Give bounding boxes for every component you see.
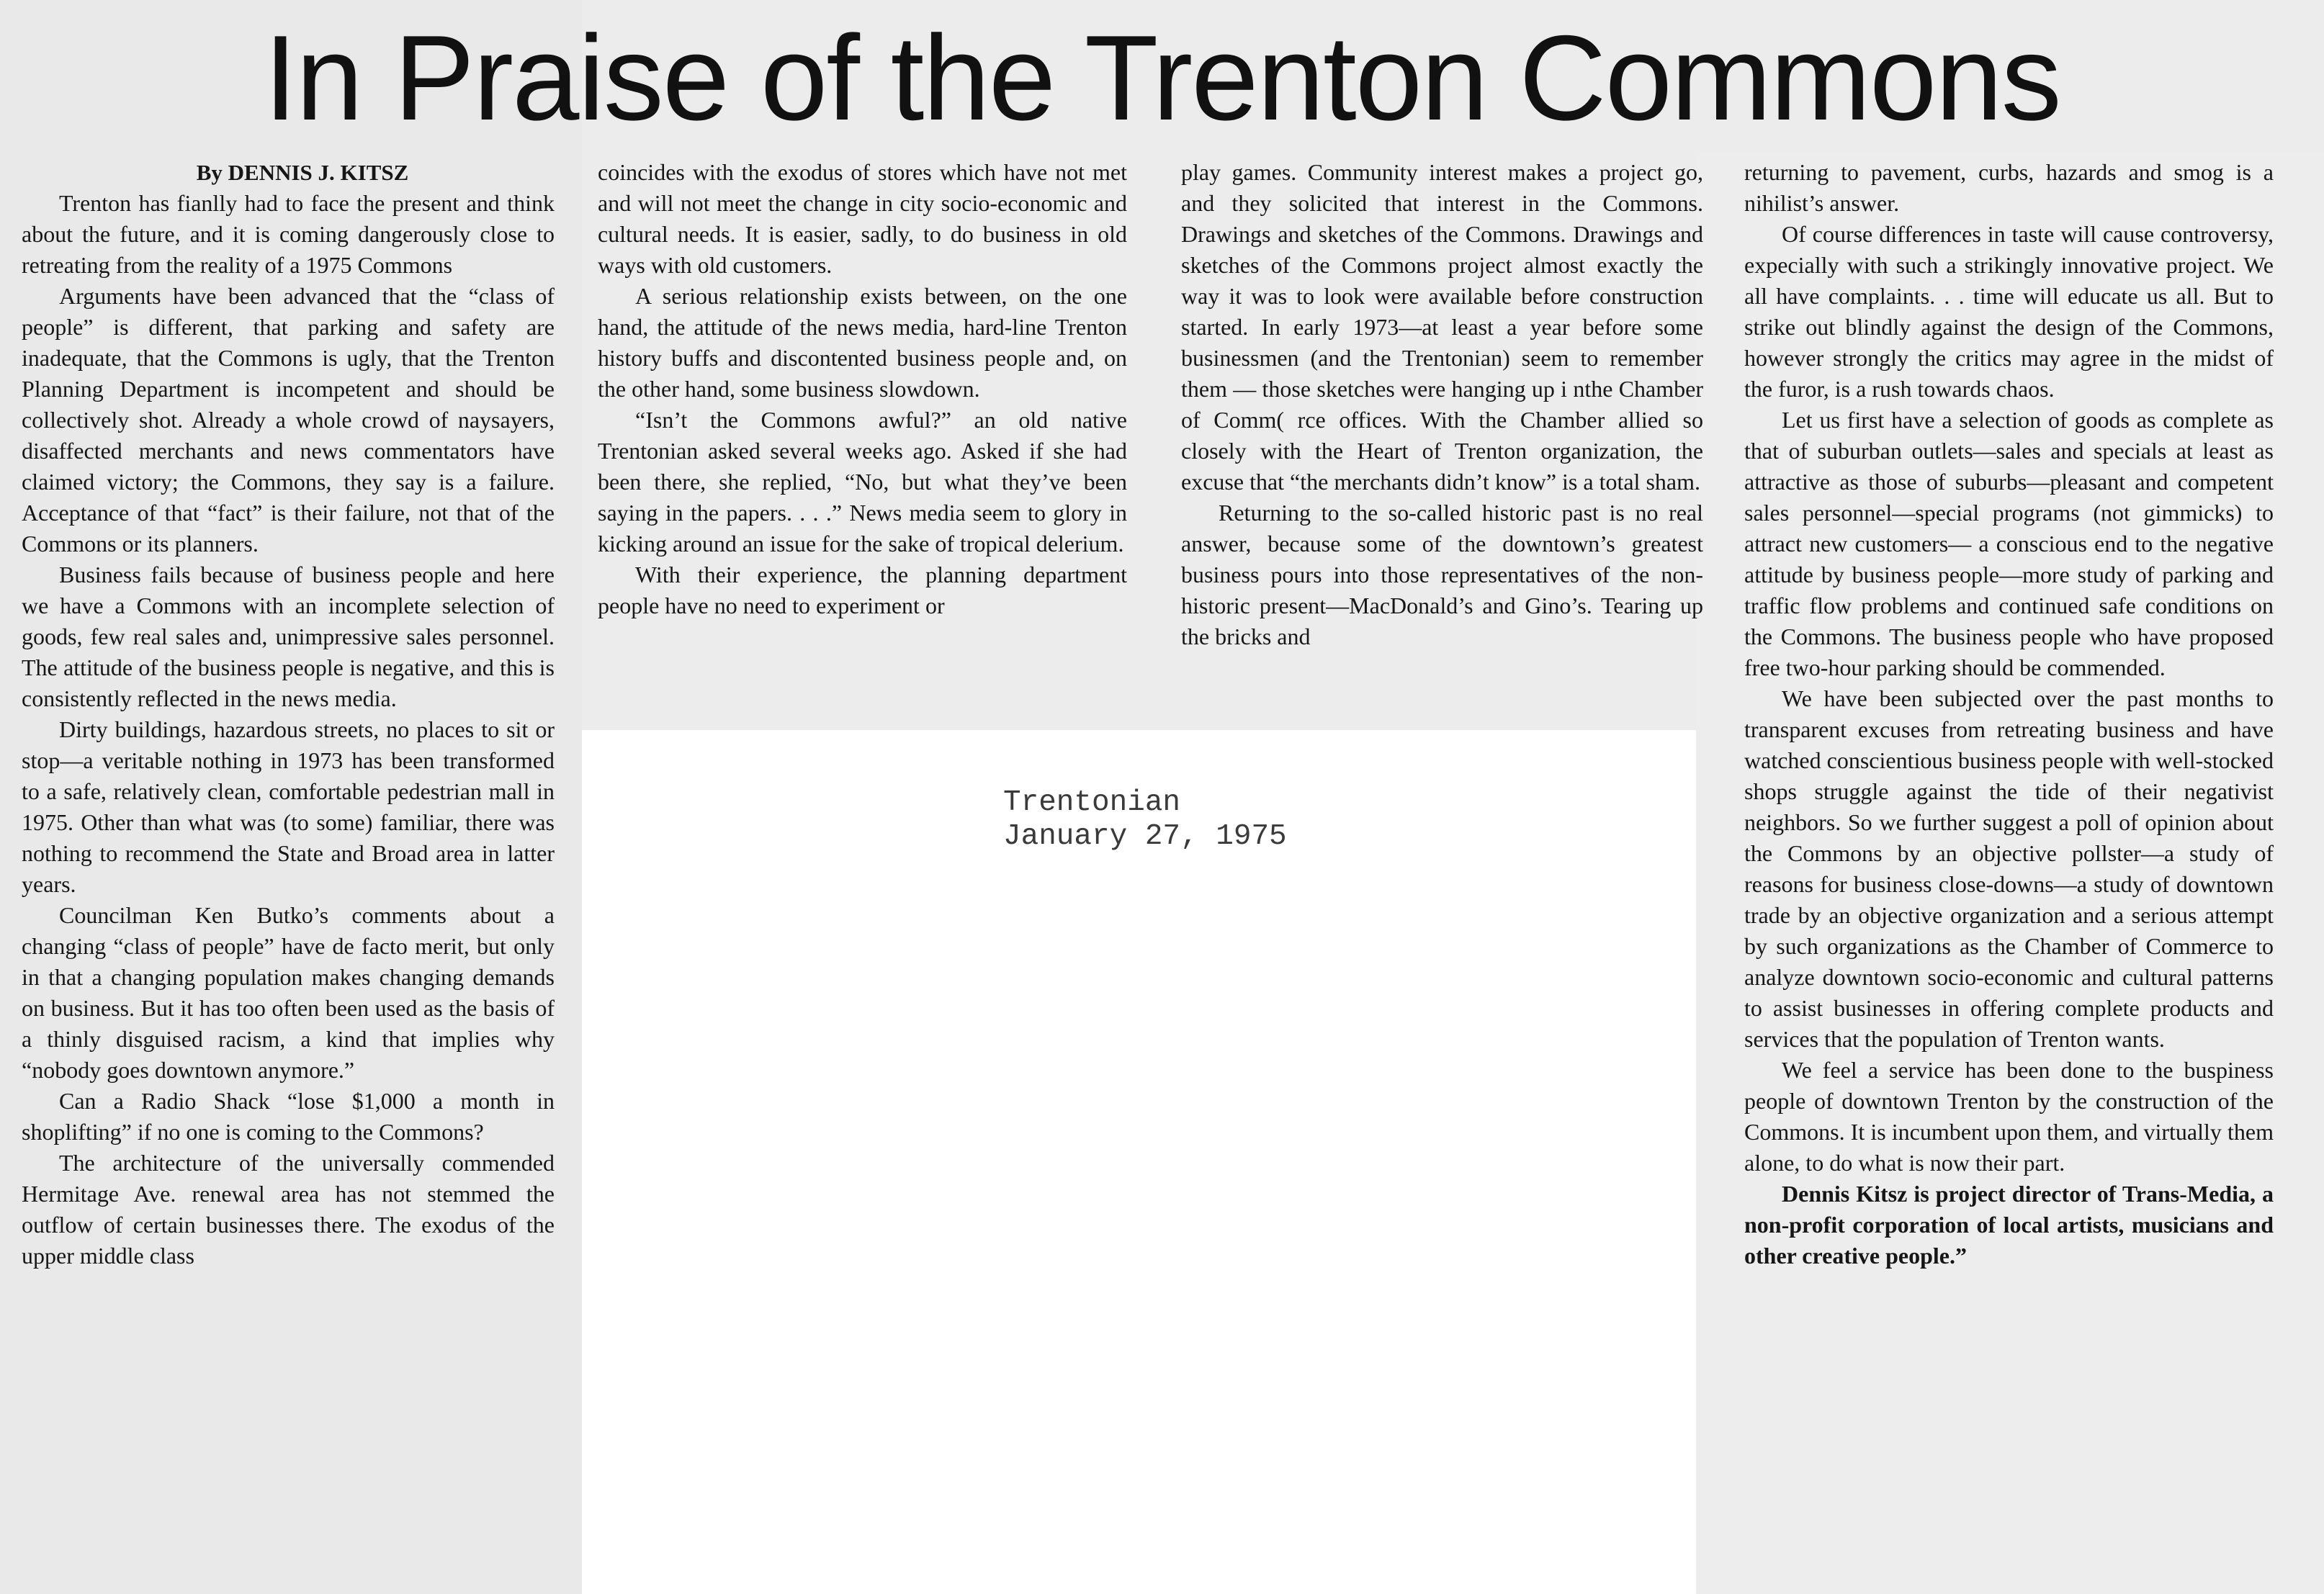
- paragraph: Councilman Ken Butko’s comments about a changing “class of people” have de facto merit, but only in that a changing population makes changing demands on business. But it has too often been used as the basis of a thinly disguised racism, a kind that implies why “nobody goes downtown anymore.”: [22, 902, 555, 1083]
- paragraph: returning to pavement, curbs, hazards and smog is a nihilist’s answer.: [1744, 159, 2274, 216]
- publication-name: Trentonian: [1003, 786, 1181, 819]
- publication-date: January 27, 1975: [1003, 820, 1287, 853]
- paragraph: “Isn’t the Commons awful?” an old native Trentonian asked several weeks ago. Asked if she had been there, she replied, “No, but what they’ve been saying in the papers. . . .” News media seem to glory in kicking around an issue for the sake of tropical delerium.: [598, 407, 1127, 557]
- paragraph: coincides with the exodus of stores which have not met and will not meet the change in city socio-economic and cultural needs. It is easier, sadly, to do business in old ways with old customers.: [598, 159, 1127, 278]
- paragraph: A serious relationship exists between, on the one hand, the attitude of the news media, hard-line Trenton history buffs and discontented business people and, on the other hand, some business slowdown.: [598, 283, 1127, 402]
- article-column-4: [1744, 157, 2274, 1271]
- byline: By DENNIS J. KITSZ: [196, 160, 409, 185]
- paragraph: Let us first have a selection of goods as complete as that of suburban outlets—sales and specials at least as attractive as those of suburbs—pleasant and competent sales personnel—special programs (not gimmicks) to attract new customers— a conscious end to the negative attitude by business people—more study of parking and traffic flow problems and continued safe conditions on the Commons. The business people who have proposed free two-hour parking should be commended.: [1744, 407, 2274, 680]
- source-stamp: [1003, 786, 1287, 854]
- paragraph: Of course differences in taste will cause controversy, expecially with such a strikingly innovative project. We all have complaints. . . time will educate us all. But to strike out blindly against the design of the Commons, however strongly the critics may agree in the midst of the furor, is a rush towards chaos.: [1744, 221, 2274, 402]
- paragraph: The architecture of the universally commended Hermitage Ave. renewal area has not stemmed the outflow of certain businesses there. The exodus of the upper middle class: [22, 1150, 555, 1269]
- paragraph: Returning to the so-called historic past is no real answer, because some of the downtown’s greatest business pours into those representatives of the non-historic present—MacDonald’s and Gino’s. Tearing up the bricks and: [1181, 500, 1703, 649]
- headline: In Praise of the Trenton Commons: [264, 10, 2060, 145]
- article-column-2: [598, 157, 1127, 621]
- paragraph: Dirty buildings, hazardous streets, no places to sit or stop—a veritable nothing in 1973 has been transformed to a safe, relatively clean, comfortable pedestrian mall in 1975. Other than what was (to some) familiar, there was nothing to recommend the State and Broad area in latter years.: [22, 716, 555, 897]
- paragraph: We feel a service has been done to the buspiness people of downtown Trenton by the construction of the Commons. It is incumbent upon them, and virtually them alone, to do what is now their part.: [1744, 1057, 2274, 1176]
- paragraph: Arguments have been advanced that the “class of people” is different, that parking and safety are inadequate, that the Commons is ugly, that the Trenton Planning Department is incompetent and should be collectively shot. Already a whole crowd of naysayers, disaffected merchants and news commentators have claimed victory; the Commons, they say is a failure. Acceptance of that “fact” is their failure, not that of the Commons or its planners.: [22, 283, 555, 557]
- article-column-1: [22, 157, 555, 1271]
- paragraph: We have been subjected over the past months to transparent excuses from retreating business and have watched conscientious business people with well-stocked shops struggle against the tide of their negativist neighbors. So we further suggest a poll of opinion about the Commons by an objective pollster—a study of reasons for business close-downs—a study of downtown trade by an objective organization and a serious attempt by such organizations as the Chamber of Commerce to analyze downtown socio-economic and cultural patterns to assist businesses in offering complete products and services that the population of Trenton wants.: [1744, 685, 2274, 1052]
- paragraph: Can a Radio Shack “lose $1,000 a month in shoplifting” if no one is coming to the Commons?: [22, 1088, 555, 1145]
- paragraph: With their experience, the planning department people have no need to experiment or: [598, 562, 1127, 618]
- article-column-3: [1181, 157, 1703, 652]
- author-bio: Dennis Kitsz is project director of Trans-Media, a non-profit corporation of local artists, musicians and other creative people.”: [1744, 1181, 2274, 1269]
- paragraph: play games. Community interest makes a project go, and they solicited that interest in the Commons. Drawings and sketches of the Commons. Drawings and sketches of the Commons project almost exactly the way it was to look were available before construction started. In early 1973—at least a year before some businessmen (and the Trentonian) seem to remember them — those sketches were hanging up i nthe Chamber of Comm( rce offices. With the Chamber allied so closely with the Heart of Trenton organization, the excuse that “the merchants didn’t know” is a total sham.: [1181, 159, 1703, 495]
- paragraph: Trenton has fianlly had to face the present and think about the future, and it is coming dangerously close to retreating from the reality of a 1975 Commons: [22, 190, 555, 278]
- paragraph: Business fails because of business people and here we have a Commons with an incomplete selection of goods, few real sales and, unimpressive sales personnel. The attitude of the business people is negative, and this is consistently reflected in the news media.: [22, 562, 555, 711]
